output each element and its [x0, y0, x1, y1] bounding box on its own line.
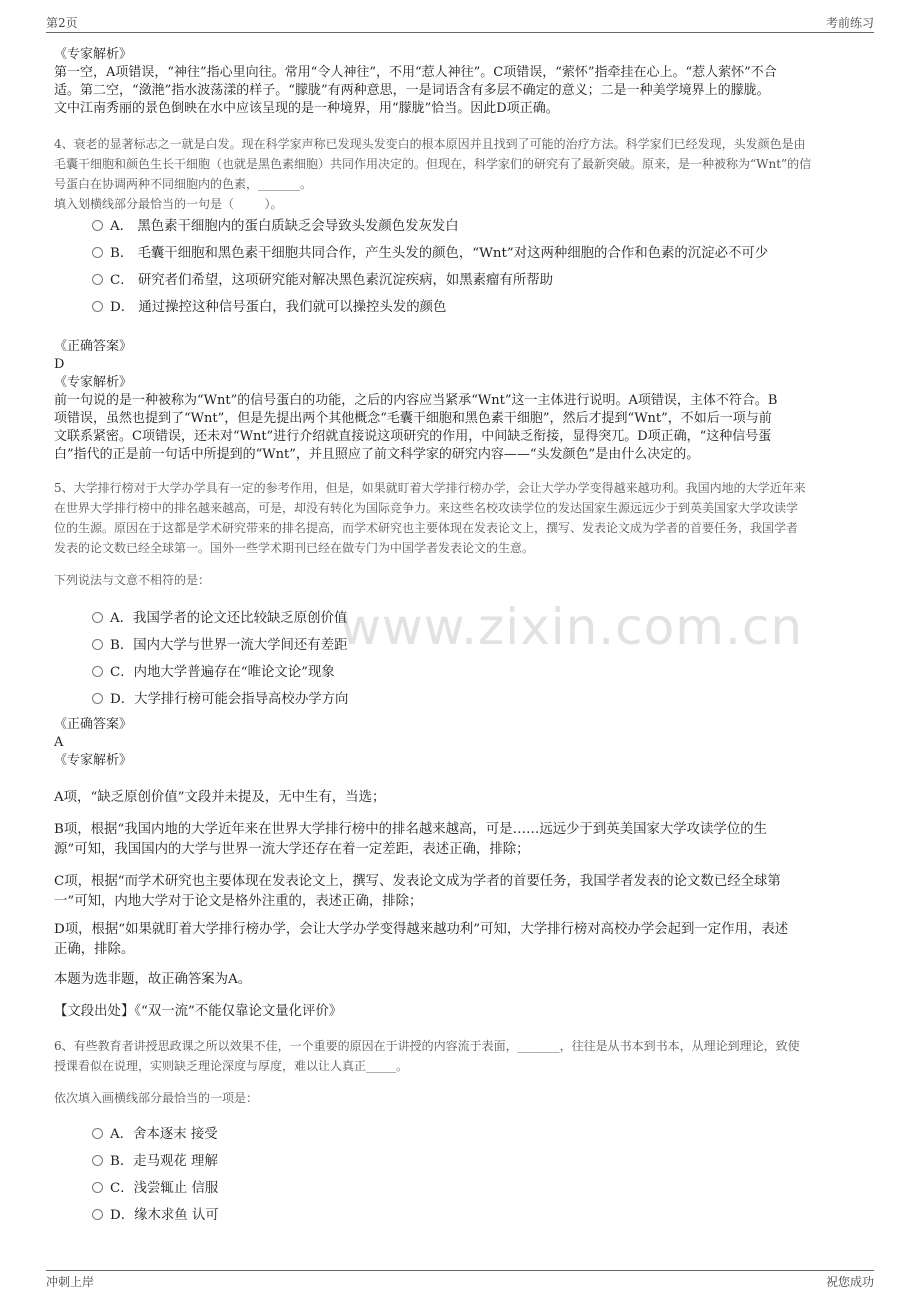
answer-value: D [54, 357, 65, 372]
option-a[interactable]: A．舍本逐末 接受 [92, 1120, 872, 1147]
option-d[interactable]: D．大学排行榜可能会指导高校办学方向 [92, 685, 872, 712]
q6-options [92, 1120, 872, 1228]
analysis-line: 文中江南秀丽的景色倒映在水中应该呈现的是一种境界，用“朦胧”恰当。因此D项正确。 [54, 101, 559, 116]
q5-answer [54, 716, 870, 770]
option-a[interactable]: A．我国学者的论文还比较缺乏原创价值 [92, 604, 872, 631]
page-number: 第2页 [46, 16, 78, 30]
answer-value: A [54, 735, 64, 750]
option-d[interactable]: D． 通过操控这种信号蛋白，我们就可以操控头发的颜色 [92, 293, 872, 320]
footer-left-text: 冲刺上岸 [46, 1275, 95, 1289]
stem-line: 在世界大学排行榜中的排名越来越高，可是，却没有转化为国际竞争力。来这些名校攻读学位的发达国家生源远远少于到英美国家大学攻读学 [54, 501, 799, 515]
option-c[interactable]: C．浅尝辄止 信服 [92, 1174, 872, 1201]
q6-prompt: 依次填入画横线部分最恰当的一项是： [54, 1091, 259, 1105]
page-footer [46, 1270, 874, 1289]
q6-stem [54, 1036, 870, 1076]
stem-line: 4、衰老的显著标志之一就是白发。现在科学家声称已发现头发变白的根本原因并且找到了可能的治疗方法。科学家们已经发现，头发颜色是由 [54, 137, 806, 151]
stem-line: 5、大学排行榜对于大学办学具有一定的参考作用，但是，如果就盯着大学排行榜办学，会让大学办学变得越来越功利。我国内地的大学近年来 [54, 481, 806, 495]
radio-icon[interactable] [92, 612, 103, 623]
option-b[interactable]: B． 毛囊干细胞和黑色素干细胞共同合作，产生头发的颜色，“Wnt”对这两种细胞的合作和色素的沉淀必不可少 [92, 239, 872, 266]
watermark: www.zixin.com.cn [340, 598, 804, 656]
stem-line: 位的生源。原因在于这都是学术研究带来的排名提高，而学术研究也主要体现在发表论文上，撰写、发表论文成为学者的首要任务，我国学者 [54, 521, 799, 535]
option-b[interactable]: B．走马观花 理解 [92, 1147, 872, 1174]
q4-stem [54, 134, 870, 214]
header-title: 考前练习 [825, 16, 874, 30]
radio-icon[interactable] [92, 1155, 103, 1166]
q5-options [92, 604, 872, 712]
q5-stem [54, 478, 870, 558]
q4-options [92, 212, 872, 320]
radio-icon[interactable] [92, 1128, 103, 1139]
radio-icon[interactable] [92, 1182, 103, 1193]
option-b[interactable]: B．国内大学与世界一流大学间还有差距 [92, 631, 872, 658]
radio-icon[interactable] [92, 1209, 103, 1220]
radio-icon[interactable] [92, 693, 103, 704]
stem-line: 号蛋白在协调两种不同细胞内的色素，_______。 [54, 177, 313, 191]
option-c[interactable]: C． 研究者们希望，这项研究能对解决黑色素沉淀疾病，如黑素瘤有所帮助 [92, 266, 872, 293]
stem-line: 授课看似在说理，实则缺乏理论深度与厚度，难以让人真正_____。 [54, 1059, 409, 1073]
page-header [46, 10, 874, 33]
analysis-line: 文联系紧密。C项错误，还未对“Wnt”进行介绍就直接说这项研究的作用，中间缺乏衔接，显得突兀。D项正确，“这种信号蛋 [54, 429, 772, 444]
q5-analysis-d: D项，根据“如果就盯着大学排行榜办学，会让大学办学变得越来越功利”可知，大学排行榜对高校办学会起到一定作用，表述 正确，排除。 [54, 922, 789, 957]
q5-analysis-a: A项，“缺乏原创价值”文段并未提及，无中生有，当选； [54, 790, 386, 805]
analysis-label: 《专家解析》 [54, 47, 133, 62]
radio-icon[interactable] [92, 274, 103, 285]
analysis-line: 项错误，虽然也提到了“Wnt”，但是先提出两个其他概念“毛囊干细胞和黑色素干细胞”，然后才提到“Wnt”，不如后一项与前 [54, 411, 772, 426]
q3-analysis [54, 46, 870, 118]
q5-source: 【文段出处】《“双一流”不能仅靠论文量化评价》 [54, 1004, 343, 1019]
radio-icon[interactable] [92, 666, 103, 677]
analysis-label: 《专家解析》 [54, 375, 133, 390]
stem-line: 6、有些教育者讲授思政课之所以效果不佳，一个重要的原因在于讲授的内容流于表面，_______，往往是从书本到书本，从理论到理论，致使 [54, 1039, 800, 1053]
option-d[interactable]: D．缘木求鱼 认可 [92, 1201, 872, 1228]
stem-line: 发表的论文数已经全球第一。国外一些学术期刊已经在做专门为中国学者发表论文的生意。 [54, 541, 535, 555]
stem-prompt: 填入划横线部分最恰当的一句是（ ）。 [54, 197, 283, 211]
radio-icon[interactable] [92, 301, 103, 312]
answer-label: 《正确答案》 [54, 717, 133, 732]
radio-icon[interactable] [92, 639, 103, 650]
radio-icon[interactable] [92, 220, 103, 231]
analysis-line: 前一句说的是一种被称为“Wnt”的信号蛋白的功能，之后的内容应当紧承“Wnt”这一主体进行说明。A项错误，主体不符合。B [54, 393, 778, 408]
answer-label: 《正确答案》 [54, 339, 133, 354]
analysis-line: 适。第二空，“潋滟”指水波荡漾的样子。“朦胧”有两种意思，一是词语含有多层不确定的意义；二是一种美学境界上的朦胧。 [54, 83, 770, 98]
radio-icon[interactable] [92, 247, 103, 258]
q5-prompt: 下列说法与文意不相符的是： [54, 573, 211, 587]
footer-right-text: 祝您成功 [825, 1275, 874, 1289]
analysis-line: 白”指代的正是前一句话中所提到的“Wnt”，并且照应了前文科学家的研究内容——“头发颜色”是由什么决定的。 [54, 447, 700, 462]
q4-answer [54, 338, 870, 464]
stem-line: 毛囊干细胞和颜色生长干细胞（也就是黑色素细胞）共同作用决定的。但现在，科学家们的研究有了最新突破。原来，是一种被称为“Wnt”的信 [54, 157, 812, 171]
analysis-line: 第一空，A项错误，“神往”指心里向往。常用“令人神往”，不用“惹人神往”。C项错误，“萦怀”指牵挂在心上。“惹人萦怀”不合 [54, 65, 777, 80]
option-c[interactable]: C．内地大学普遍存在“唯论文论”现象 [92, 658, 872, 685]
option-a[interactable]: A． 黑色素干细胞内的蛋白质缺乏会导致头发颜色发灰发白 [92, 212, 872, 239]
analysis-label: 《专家解析》 [54, 753, 133, 768]
q5-conclusion: 本题为选非题，故正确答案为A。 [54, 972, 252, 987]
q5-analysis-b: B项，根据“我国内地的大学近年来在世界大学排行榜中的排名越来越高，可是……远远少于到英美国家大学攻读学位的生 源”可知，我国国内的大学与世界一流大学还存在着一定差距，表述正确，排除； [54, 822, 767, 857]
q5-analysis-c: C项，根据“而学术研究也主要体现在发表论文上，撰写、发表论文成为学者的首要任务，我国学者发表的论文数已经全球第 一”可知，内地大学对于论文是格外注重的，表述正确，排除； [54, 874, 781, 909]
